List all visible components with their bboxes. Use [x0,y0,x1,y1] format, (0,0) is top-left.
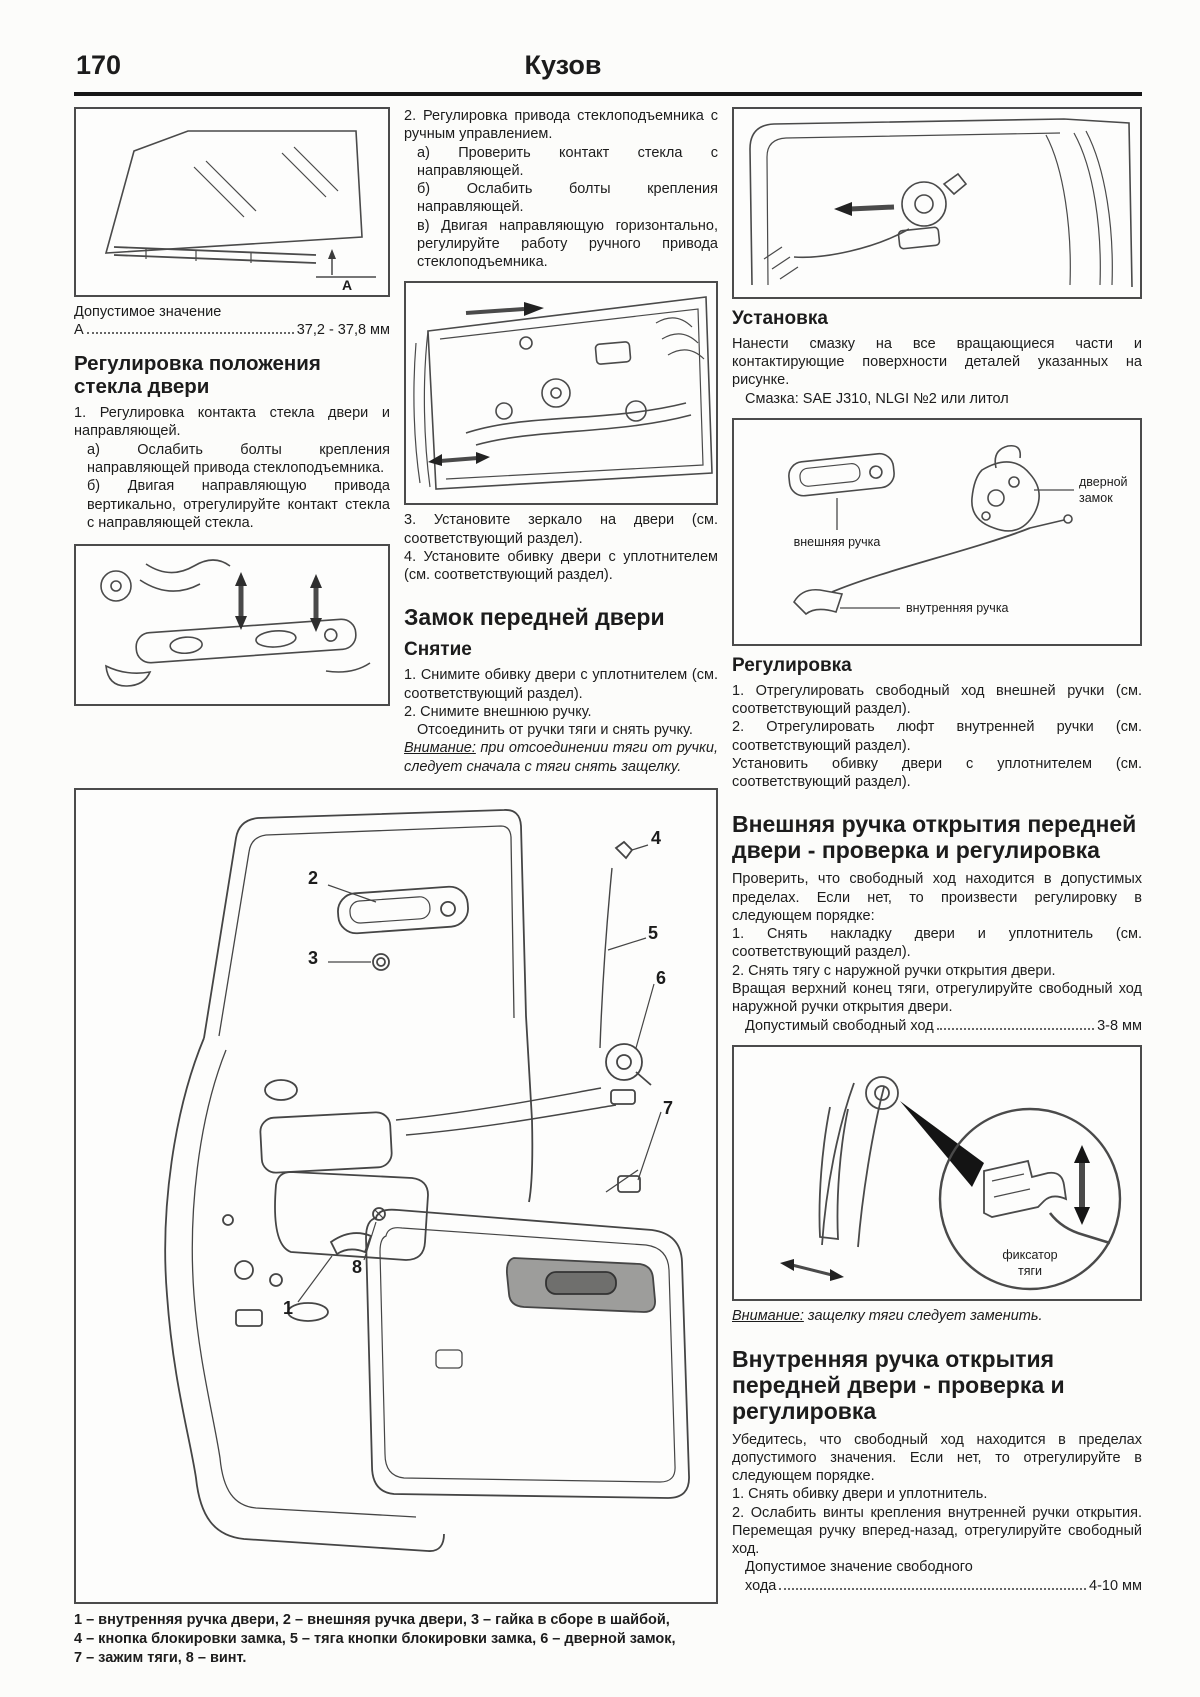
window-drive-figure [404,281,718,505]
paragraph: Установить обивку двери с уплотнителем (см. соответствующий раздел). [732,755,1142,791]
spec-label: А [74,322,84,339]
paragraph: 1. Регулировка контакта стекла двери и направляющей. [74,405,390,440]
figure-caption [74,1611,718,1668]
door-glass-drawing [76,109,388,291]
paragraph: Отсоединить от ручки тяги и снять ручку. [417,722,693,739]
spec-line-glass [74,321,390,340]
page-body [74,107,1142,1668]
caption-line: 4 – кнопка блокировки замка, 5 – тяга кнопки блокировки замка, 6 – дверной замок, [74,1631,676,1648]
paragraph: 2. Снимите внешнюю ручку. [404,703,592,720]
subheading-installation: Установка [732,308,828,329]
callout-3: 3 [308,947,319,968]
line-art [414,297,712,489]
door-inner-panel-drawing [406,283,716,499]
paragraph: а) Проверить контакт стекла с направляющей. [417,144,718,179]
section-heading-outer-handle: Внешняя ручка открытия передней двери - проверка и регулировка [732,811,1137,864]
section-heading-inner-handle: Внутренняя ручка открытия передней двери - проверка и регулировка [732,1345,1065,1424]
warning-note [732,1307,1142,1325]
subheading-removal: Снятие [404,639,472,661]
page-title: Кузов [524,50,602,80]
callout-4: 4 [651,827,662,848]
spec-line-outer-handle [732,1017,1142,1036]
paragraph: 1. Снять накладку двери и уплотнитель (см. соответствующий раздел). [732,926,1142,961]
label-door-lock-2: замок [1079,490,1113,505]
warning-label: Внимание: [732,1308,804,1325]
label-rod-retainer-2: тяги [1017,1264,1043,1279]
column-middle [404,107,718,776]
paragraph: 1. Снимите обивку двери с уплотнителем (см. соответствующий раздел). [404,667,718,702]
spec-value: 37,2 - 37,8 мм [296,322,390,339]
page-number: 170 [76,50,122,80]
callout-6: 6 [656,967,667,988]
warning-text: защелку тяги следует заменить. [803,1308,1043,1325]
spec-label: Допустимый свободный ход [745,1017,934,1034]
section-heading-glass-position: Регулировка положения стекла двери [74,352,321,398]
paragraph: 1. Снять обивку двери и уплотнитель. [732,1486,988,1503]
glass-clearance-figure [74,107,390,297]
door-frame-lock-drawing [734,109,1140,293]
paragraph: 2. Отрегулировать люфт внутренней ручки (см. соответствующий раздел). [732,719,1142,754]
warning-text: при отсоединении тяги от ручки, следует сначала с тяги снять защелку. [404,740,718,775]
spec-value: 3-8 мм [1097,1017,1142,1034]
callout-5: 5 [648,922,659,943]
dimension-a-label: A [342,277,353,291]
caption-line: 1 – внутренняя ручка двери, 2 – внешняя ручка двери, 3 – гайка в сборе в шайбой, [74,1611,670,1628]
top-text-columns [74,107,718,776]
guide-adjust-figure [74,544,390,706]
spec-label: хода [745,1577,777,1594]
figure-labels [794,475,1128,615]
front-door-assembly-drawing [76,790,716,1598]
dotted-leader [779,1588,1086,1590]
spec-value: 4-10 мм [1089,1577,1142,1594]
callout-2: 2 [308,867,319,888]
paragraph: 4. Установите обивку двери с уплотнителем (см. соответствующий раздел). [404,548,718,584]
callout-7: 7 [663,1097,674,1118]
line-art [165,810,689,1551]
line-art [101,560,370,686]
column-left [74,107,390,776]
section-heading-front-door-lock: Замок передней двери [404,604,665,631]
line-art [750,119,1132,287]
rod-latch-figure [732,1045,1142,1301]
label-inner-handle: внутренняя ручка [906,600,1009,615]
paragraph: 2. Ослабить винты крепления внутренней ручки открытия. Перемещая ручку вперед-назад, отрегулируйте свободный ход. [732,1504,1142,1558]
regulator-mechanism-drawing [76,546,388,700]
warning-note [404,739,718,776]
paragraph: Убедитесь, что свободный ход находится в пределах допустимого значения. Если нет, то отрегулируйте в следующем порядке. [732,1431,1142,1485]
paragraph: 2. Регулировка привода стеклоподъемника с ручным управлением. [404,108,718,143]
dotted-leader [937,1028,1094,1030]
handle-latch-drawing [734,1047,1140,1295]
lock-parts-drawing [734,420,1140,640]
page-header [74,48,1142,96]
paragraph: 2. Снять тягу с наружной ручки открытия двери. [732,962,1056,979]
caption-line: 7 – зажим тяги, 8 – винт. [74,1650,247,1667]
label-door-lock-1: дверной [1079,474,1128,489]
line-art [106,131,376,277]
paragraph: Проверить, что свободный ход находится в допустимых пределах. Если нет, то произвести регулировку в следующем порядке: [732,871,1142,924]
grease-spec: Смазка: SAE J310, NLGI №2 или литол [745,390,1009,407]
column-right [732,107,1142,1668]
door-frame-figure [732,107,1142,299]
paragraph: б) Ослабить болты крепления направляющей. [417,181,718,216]
spec-line-inner-handle [732,1577,1142,1596]
paragraph: Вращая верхний конец тяги, отрегулируйте свободный ход наружной ручки открытия двери. [732,981,1142,1016]
warning-label: Внимание: [404,740,476,757]
left-super-column [74,107,718,1668]
paragraph: 1. Отрегулировать свободный ход внешней ручки (см. соответствующий раздел). [732,682,1142,718]
front-door-assembly-figure [74,788,718,1604]
line-art [787,446,1074,614]
paragraph: в) Двигая направляющую горизонтально, регулируйте работу ручного привода стеклоподъемника. [417,217,718,271]
spec-intro: Допустимое значение [74,304,222,320]
dotted-leader [87,332,294,334]
lock-parts-figure [732,418,1142,646]
paragraph: б) Двигая направляющую привода вертикально, отрегулируйте контакт стекла с направляющей стекла. [87,478,390,531]
callout-1: 1 [283,1297,294,1318]
paragraph: а) Ослабить болты крепления направляющей привода стеклоподъемника. [87,441,390,476]
paragraph: Нанести смазку на все вращающиеся части и контактирующие поверхности деталей указанных на рисунке. [732,335,1142,389]
label-outer-handle: внешняя ручка [793,534,881,549]
spec-intro: Допустимое значение свободного [745,1559,973,1576]
callout-8: 8 [352,1256,363,1277]
line-art [780,1077,1120,1289]
label-rod-retainer-1: фиксатор [1002,1248,1058,1263]
figure-labels [1002,1248,1057,1278]
paragraph: 3. Установите зеркало на двери (см. соответствующий раздел). [404,512,718,547]
subheading-adjustment: Регулировка [732,654,852,676]
